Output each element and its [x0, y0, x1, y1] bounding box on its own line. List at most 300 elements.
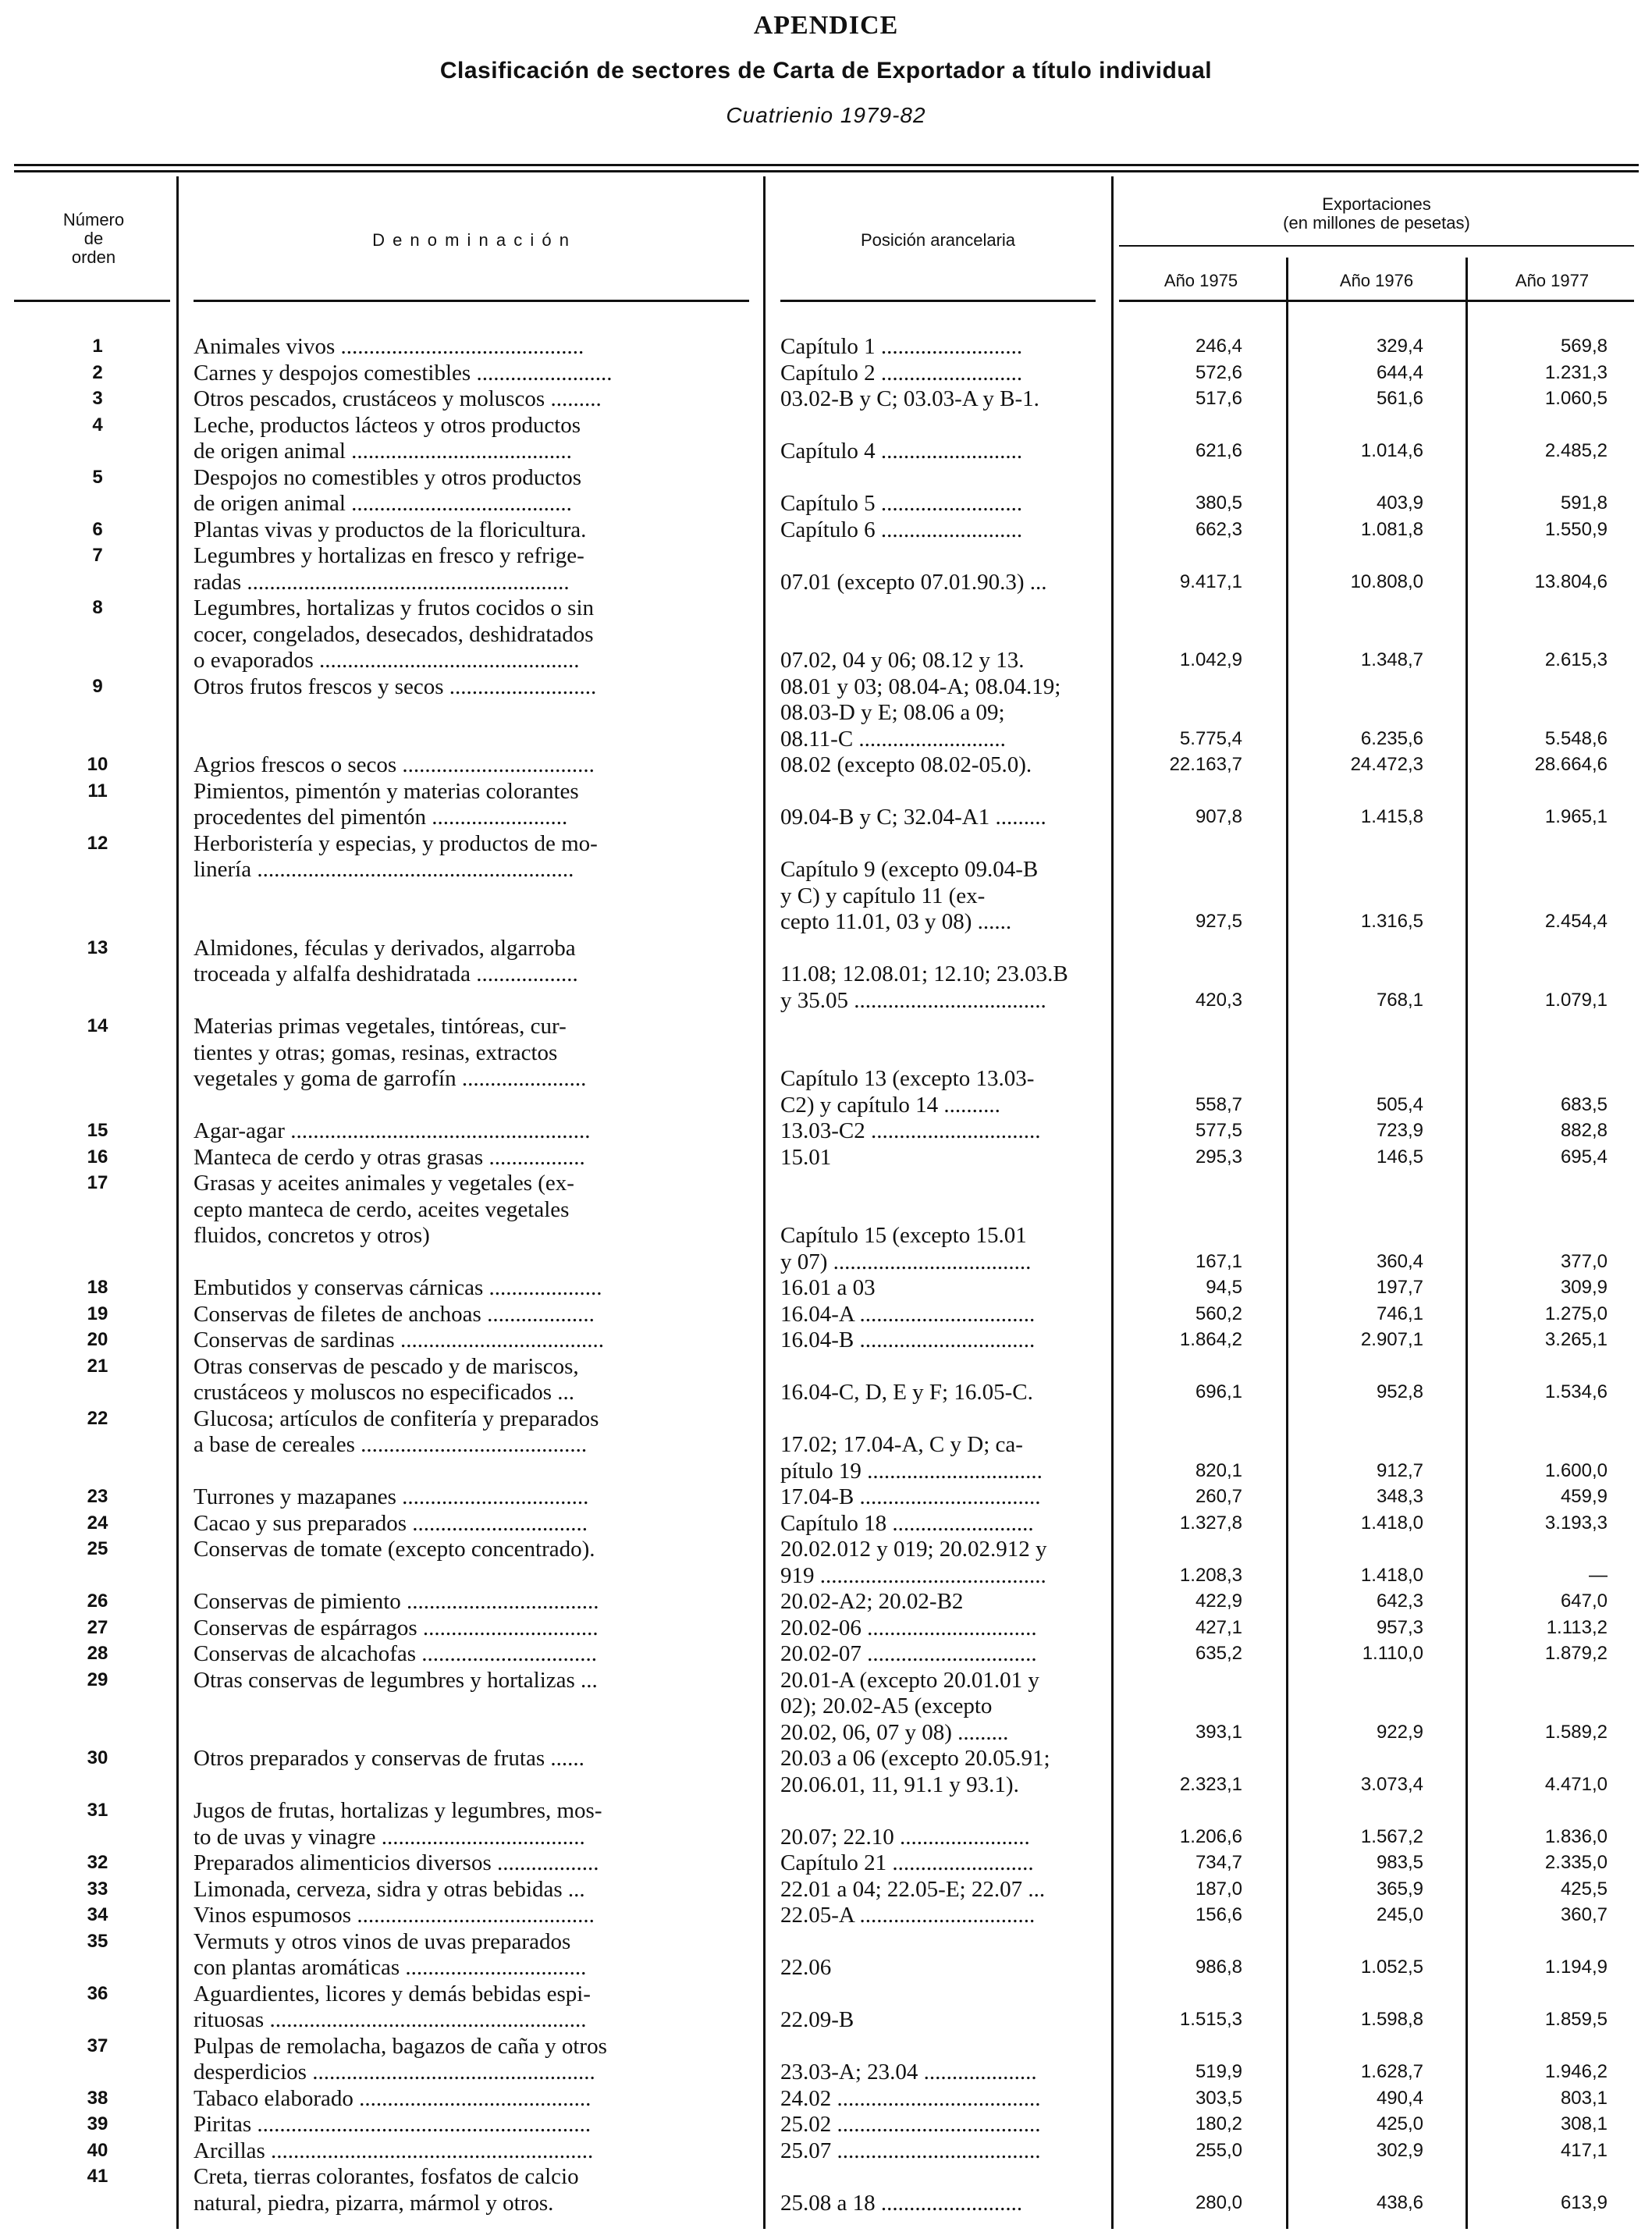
row-value-1976	[1244, 1797, 1423, 1824]
header-rule-exports	[1119, 245, 1634, 247]
row-denominacion: Otras conservas de legumbres y hortalizas ...	[194, 1667, 598, 1693]
row-number: 5	[92, 466, 103, 488]
row-posicion: Capítulo 9 (excepto 09.04-B	[780, 857, 1039, 882]
row-value-1977: 417,1	[1560, 2139, 1608, 2161]
row-denominacion: Conservas de alcachofas ...............................	[194, 1641, 598, 1666]
row-value-1975	[1063, 1196, 1242, 1223]
row-number	[31, 961, 164, 987]
row-denominacion: Conservas de pimiento ..................................	[194, 1589, 599, 1614]
row-posicion: Capítulo 2 .........................	[780, 360, 1023, 386]
row-value-1977: 360,7	[1560, 1904, 1608, 1925]
row-value-1976: 3.073,4	[1360, 1773, 1423, 1795]
row-denominacion: Leche, productos lácteos y otros productos	[194, 412, 581, 438]
table-row	[0, 1667, 1652, 1694]
row-denominacion	[194, 699, 749, 726]
row-value-1976: 302,9	[1376, 2139, 1423, 2161]
row-value-1977	[1428, 1196, 1608, 1223]
row-posicion: 11.08; 12.08.01; 12.10; 23.03.B	[780, 961, 1068, 986]
row-denominacion: con plantas aromáticas ................................	[194, 1955, 587, 1980]
period-label: Cuatrienio 1979-82	[726, 103, 926, 127]
row-value-1975: 167,1	[1195, 1250, 1242, 1272]
row-denominacion	[194, 1719, 749, 1746]
row-number	[31, 1040, 164, 1066]
row-number	[31, 856, 164, 883]
row-posicion: 24.02 ....................................	[780, 2085, 1041, 2111]
row-value-1977	[1428, 699, 1608, 726]
table-row	[0, 1092, 1652, 1118]
row-number	[31, 1092, 164, 1118]
row-number: 24	[87, 1512, 108, 1534]
row-number	[31, 1196, 164, 1223]
row-value-1977	[1428, 1013, 1608, 1040]
row-posicion: 07.02, 04 y 06; 08.12 y 13.	[780, 648, 1025, 673]
row-denominacion: fluidos, concretos y otros)	[194, 1223, 430, 1248]
row-posicion: 25.02 ....................................	[780, 2112, 1041, 2137]
row-value-1975: 22.163,7	[1169, 754, 1242, 775]
row-value-1975: 94,5	[1206, 1277, 1242, 1298]
row-value-1975	[1063, 1981, 1242, 2007]
row-number: 31	[87, 1800, 108, 1821]
row-value-1976	[1244, 1536, 1423, 1562]
row-value-1977: 1.060,5	[1544, 388, 1608, 409]
row-number	[31, 804, 164, 830]
row-number: 22	[87, 1407, 108, 1429]
row-posicion: y 35.05 ..................................	[780, 987, 1046, 1013]
row-number: 13	[87, 937, 108, 958]
row-denominacion: to de uvas y vinagre ....................................	[194, 1824, 585, 1850]
row-number	[31, 490, 164, 517]
row-denominacion: a base de cereales ........................................	[194, 1432, 588, 1457]
row-posicion: 23.03-A; 23.04 ....................	[780, 2060, 1037, 2085]
row-value-1975	[1063, 2033, 1242, 2060]
table-row	[0, 1065, 1652, 1092]
table-row	[0, 1536, 1652, 1562]
row-number	[31, 883, 164, 909]
table-row	[0, 386, 1652, 412]
row-number: 17	[87, 1172, 108, 1193]
row-number: 26	[87, 1590, 108, 1612]
row-number: 7	[92, 545, 103, 566]
row-value-1976	[1244, 1222, 1423, 1249]
row-number: 14	[87, 1015, 108, 1036]
row-denominacion: natural, piedra, pizarra, mármol y otros.	[194, 2190, 554, 2216]
row-number	[31, 699, 164, 726]
row-value-1977: 1.965,1	[1544, 806, 1608, 827]
table-row	[0, 517, 1652, 543]
row-value-1976	[1244, 1667, 1423, 1694]
row-value-1977: 308,1	[1560, 2113, 1608, 2134]
table-row	[0, 2190, 1652, 2216]
row-value-1975: 558,7	[1195, 1093, 1242, 1115]
row-value-1977: 2.485,2	[1544, 440, 1608, 461]
row-denominacion: Pimientos, pimentón y materias colorantes	[194, 778, 579, 804]
row-value-1977: 3.265,1	[1544, 1329, 1608, 1350]
table-row	[0, 621, 1652, 648]
row-number: 23	[87, 1486, 108, 1507]
table-row	[0, 752, 1652, 778]
row-value-1975: 280,0	[1195, 2191, 1242, 2213]
row-posicion: 08.03-D y E; 08.06 a 09;	[780, 700, 1005, 725]
row-value-1975: 662,3	[1195, 518, 1242, 540]
row-number: 38	[87, 2087, 108, 2109]
row-value-1975	[1063, 1797, 1242, 1824]
table-row	[0, 961, 1652, 987]
row-number: 29	[87, 1669, 108, 1690]
row-value-1976: 348,3	[1376, 1486, 1423, 1507]
row-number: 28	[87, 1643, 108, 1664]
row-posicion: y C) y capítulo 11 (ex-	[780, 883, 986, 908]
table-row	[0, 1902, 1652, 1928]
row-value-1976: 642,3	[1376, 1590, 1423, 1612]
row-number: 41	[87, 2166, 108, 2187]
col-header-posicion: Posición arancelaria	[860, 230, 1016, 250]
row-value-1977	[1428, 542, 1608, 569]
row-value-1977	[1428, 1406, 1608, 1432]
row-number: 27	[87, 1616, 108, 1638]
row-value-1976: 2.907,1	[1360, 1329, 1423, 1350]
row-denominacion: de origen animal .......................................	[194, 439, 572, 464]
row-value-1976	[1244, 699, 1423, 726]
row-denominacion: Aguardientes, licores y demás bebidas espi-	[194, 1981, 591, 2006]
table-row	[0, 1249, 1652, 1275]
row-denominacion	[194, 726, 749, 752]
row-value-1975	[1063, 856, 1242, 883]
row-value-1975: 5.775,4	[1179, 727, 1242, 749]
row-value-1975: 519,9	[1195, 2061, 1242, 2082]
header-rule-pos	[780, 300, 1096, 302]
row-value-1975	[1063, 1222, 1242, 1249]
table-row	[0, 1640, 1652, 1667]
row-number	[31, 1222, 164, 1249]
row-denominacion: Turrones y mazapanes .................................	[194, 1484, 589, 1509]
row-value-1976: 146,5	[1376, 1146, 1423, 1168]
col-header-denominacion: D e n o m i n a c i ó n	[372, 230, 570, 250]
table-row	[0, 2059, 1652, 2085]
table-row	[0, 1772, 1652, 1798]
row-value-1975: 907,8	[1195, 806, 1242, 827]
row-posicion	[780, 621, 1102, 648]
row-denominacion: Vinos espumosos ..........................................	[194, 1903, 595, 1928]
row-number: 6	[92, 518, 103, 540]
row-value-1976: 561,6	[1376, 388, 1423, 409]
row-number	[31, 908, 164, 935]
row-value-1975: 560,2	[1195, 1303, 1242, 1324]
row-value-1975	[1063, 778, 1242, 805]
row-posicion: 08.02 (excepto 08.02-05.0).	[780, 752, 1032, 777]
row-denominacion: Otras conservas de pescado y de mariscos,	[194, 1353, 579, 1379]
col-header-exportaciones: Exportaciones (en millones de pesetas)	[1283, 194, 1470, 233]
row-number	[31, 1249, 164, 1275]
row-number: 10	[87, 754, 108, 775]
row-value-1975: 303,5	[1195, 2087, 1242, 2109]
row-posicion	[780, 1981, 1102, 2007]
row-value-1976	[1244, 1040, 1423, 1066]
row-denominacion	[194, 1562, 749, 1589]
row-value-1975: 1.206,6	[1179, 1825, 1242, 1847]
row-value-1977: 647,0	[1560, 1590, 1608, 1612]
row-denominacion: Legumbres, hortalizas y frutos cocidos o sin	[194, 595, 595, 620]
row-value-1976	[1244, 1170, 1423, 1196]
row-value-1976: 505,4	[1376, 1093, 1423, 1115]
row-number: 1	[92, 336, 103, 357]
table-row	[0, 1431, 1652, 1458]
row-posicion	[780, 830, 1102, 857]
row-number: 11	[87, 780, 108, 801]
row-value-1975	[1063, 1431, 1242, 1458]
table-row	[0, 1484, 1652, 1510]
row-value-1975: 427,1	[1195, 1616, 1242, 1638]
row-number	[31, 1772, 164, 1798]
row-posicion: 16.01 a 03	[780, 1275, 876, 1300]
table-row	[0, 412, 1652, 439]
row-value-1976	[1244, 1406, 1423, 1432]
row-posicion	[780, 1928, 1102, 1955]
table-row	[0, 1196, 1652, 1223]
row-value-1975	[1063, 935, 1242, 961]
row-value-1976: 1.014,6	[1360, 440, 1423, 461]
row-number	[31, 1824, 164, 1850]
table-row	[0, 856, 1652, 883]
row-value-1976: 983,5	[1376, 1852, 1423, 1873]
row-denominacion: Pulpas de remolacha, bagazos de caña y otros	[194, 2033, 607, 2059]
row-value-1977: 1.589,2	[1544, 1721, 1608, 1743]
row-posicion: 20.01-A (excepto 20.01.01 y	[780, 1667, 1039, 1693]
row-posicion	[780, 935, 1102, 961]
row-value-1977	[1428, 1928, 1608, 1955]
row-value-1975	[1063, 464, 1242, 491]
row-value-1977	[1428, 1797, 1608, 1824]
row-denominacion: Jugos de frutas, hortalizas y legumbres, mos-	[194, 1798, 602, 1823]
table-row	[0, 674, 1652, 700]
row-denominacion: Limonada, cerveza, sidra y otras bebidas ...	[194, 1876, 585, 1902]
row-number: 19	[87, 1303, 108, 1324]
table-row	[0, 1954, 1652, 1981]
page-subtitle: Clasificación de sectores de Carta de Exportador a título individual	[439, 58, 1213, 84]
row-number: 18	[87, 1277, 108, 1298]
row-value-1976	[1244, 1353, 1423, 1380]
table-row	[0, 699, 1652, 726]
row-value-1976: 1.415,8	[1360, 806, 1423, 827]
row-posicion: y 07) ...................................	[780, 1249, 1032, 1274]
row-value-1976: 329,4	[1376, 336, 1423, 357]
row-denominacion: crustáceos y moluscos no especificados ...	[194, 1380, 575, 1405]
row-posicion: 02); 20.02-A5 (excepto	[780, 1694, 993, 1718]
row-value-1975	[1063, 1928, 1242, 1955]
row-value-1976	[1244, 1981, 1423, 2007]
row-value-1977	[1428, 1536, 1608, 1562]
row-denominacion: tientes y otras; gomas, resinas, extractos	[194, 1040, 558, 1065]
row-value-1977	[1428, 1170, 1608, 1196]
table-row	[0, 1876, 1652, 1903]
row-value-1977: 569,8	[1560, 336, 1608, 357]
row-value-1975: 187,0	[1195, 1878, 1242, 1900]
row-number	[31, 569, 164, 595]
table-row	[0, 935, 1652, 961]
table-row	[0, 1406, 1652, 1432]
row-posicion: pítulo 19 ...............................	[780, 1458, 1043, 1484]
table-row	[0, 883, 1652, 909]
row-value-1976	[1244, 961, 1423, 987]
table-row	[0, 1013, 1652, 1040]
row-value-1976	[1244, 412, 1423, 439]
row-value-1975: 1.515,3	[1179, 2009, 1242, 2030]
row-denominacion: Despojos no comestibles y otros productos	[194, 464, 581, 490]
row-value-1975: 2.323,1	[1179, 1773, 1242, 1795]
row-denominacion: Glucosa; artículos de confitería y preparados	[194, 1406, 599, 1431]
row-posicion	[780, 542, 1102, 569]
row-number	[31, 1954, 164, 1981]
row-posicion: 17.04-B ................................	[780, 1484, 1041, 1509]
row-posicion	[780, 1406, 1102, 1432]
row-value-1977	[1428, 674, 1608, 700]
row-posicion: 919 ........................................	[780, 1562, 1046, 1588]
row-posicion: 22.01 a 04; 22.05-E; 22.07 ...	[780, 1876, 1046, 1902]
row-value-1975: 295,3	[1195, 1146, 1242, 1168]
table-row	[0, 1301, 1652, 1327]
row-value-1977	[1428, 621, 1608, 648]
row-denominacion: Grasas y aceites animales y vegetales (ex-	[194, 1171, 574, 1196]
row-value-1975	[1063, 1040, 1242, 1066]
row-value-1976: 952,8	[1376, 1381, 1423, 1402]
table-row	[0, 1719, 1652, 1746]
row-denominacion	[194, 883, 749, 909]
row-posicion: 16.04-B ...............................	[780, 1327, 1036, 1352]
row-number	[31, 647, 164, 674]
row-posicion: 25.07 ....................................	[780, 2138, 1041, 2163]
row-posicion: 16.04-C, D, E y F; 16.05-C.	[780, 1380, 1033, 1405]
row-value-1975: 986,8	[1195, 1957, 1242, 1978]
row-number: 12	[87, 832, 108, 854]
top-rule	[14, 164, 1639, 166]
row-value-1977	[1428, 1981, 1608, 2007]
row-posicion	[780, 1040, 1102, 1066]
row-value-1977: 591,8	[1560, 492, 1608, 514]
row-value-1976: 746,1	[1376, 1303, 1423, 1324]
row-number	[31, 621, 164, 648]
row-value-1976: 24.472,3	[1350, 754, 1423, 775]
row-value-1975	[1063, 1013, 1242, 1040]
row-value-1977	[1428, 856, 1608, 883]
row-number	[31, 1065, 164, 1092]
row-value-1977: 1.550,9	[1544, 518, 1608, 540]
row-value-1977: 5.548,6	[1544, 727, 1608, 749]
row-value-1976	[1244, 542, 1423, 569]
row-posicion: 20.02.012 y 019; 20.02.912 y	[780, 1537, 1047, 1562]
table-row	[0, 1797, 1652, 1824]
row-number	[31, 2059, 164, 2085]
row-posicion: 20.02, 06, 07 y 08) .........	[780, 1719, 1009, 1745]
row-value-1977	[1428, 1040, 1608, 1066]
row-denominacion	[194, 908, 749, 935]
row-value-1976: 438,6	[1376, 2191, 1423, 2213]
row-denominacion: vegetales y goma de garrofín ......................	[194, 1066, 587, 1091]
table-row	[0, 1379, 1652, 1406]
row-denominacion: Vermuts y otros vinos de uvas preparados	[194, 1928, 571, 1954]
row-value-1975: 635,2	[1195, 1643, 1242, 1664]
row-number	[31, 2190, 164, 2216]
table-row	[0, 1353, 1652, 1380]
row-value-1976	[1244, 1745, 1423, 1772]
row-value-1977: 1.231,3	[1544, 361, 1608, 383]
row-posicion	[780, 1797, 1102, 1824]
header-rule-den	[194, 300, 749, 302]
row-posicion	[780, 2033, 1102, 2060]
row-value-1977	[1428, 935, 1608, 961]
row-value-1975: 246,4	[1195, 336, 1242, 357]
table-row	[0, 1327, 1652, 1353]
row-number: 20	[87, 1329, 108, 1350]
row-value-1975: 820,1	[1195, 1459, 1242, 1481]
row-value-1977	[1428, 1353, 1608, 1380]
row-denominacion: Almidones, féculas y derivados, algarroba	[194, 935, 576, 961]
top-rule-2	[14, 170, 1639, 172]
row-number	[31, 1431, 164, 1458]
row-value-1977: 28.664,6	[1534, 754, 1608, 775]
row-number: 8	[92, 597, 103, 618]
col-header-numero: Número de orden	[62, 210, 125, 267]
row-denominacion: Preparados alimenticios diversos ..................	[194, 1850, 599, 1875]
row-posicion	[780, 1170, 1102, 1196]
row-value-1976: 197,7	[1376, 1277, 1423, 1298]
row-value-1976: 490,4	[1376, 2087, 1423, 2109]
row-value-1975	[1063, 1065, 1242, 1092]
row-denominacion: Herboristería y especias, y productos de mo-	[194, 830, 598, 856]
row-number	[31, 1719, 164, 1746]
row-number	[31, 2006, 164, 2033]
row-denominacion: Agrios frescos o secos ..................................	[194, 752, 595, 777]
table-row	[0, 490, 1652, 517]
row-number	[31, 1693, 164, 1719]
table-row	[0, 595, 1652, 621]
row-denominacion: cocer, congelados, desecados, deshidratados	[194, 621, 594, 647]
row-denominacion: Manteca de cerdo y otras grasas .................	[194, 1144, 585, 1170]
row-number: 21	[87, 1355, 108, 1377]
row-value-1975: 577,5	[1195, 1120, 1242, 1141]
row-value-1975: 380,5	[1195, 492, 1242, 514]
row-value-1977: 695,4	[1560, 1146, 1608, 1168]
row-value-1976	[1244, 856, 1423, 883]
row-value-1976: 245,0	[1376, 1904, 1423, 1925]
row-value-1977: 1.275,0	[1544, 1303, 1608, 1324]
row-value-1976: 1.081,8	[1360, 518, 1423, 540]
row-value-1975	[1063, 2163, 1242, 2190]
row-number: 3	[92, 388, 103, 409]
row-value-1977: 459,9	[1560, 1486, 1608, 1507]
row-posicion: 09.04-B y C; 32.04-A1 .........	[780, 805, 1046, 830]
row-value-1976	[1244, 595, 1423, 621]
row-value-1977	[1428, 1065, 1608, 1092]
row-value-1975	[1063, 1667, 1242, 1694]
row-denominacion: procedentes del pimentón ........................	[194, 805, 568, 830]
table-row	[0, 464, 1652, 491]
col-header-1977: Año 1977	[1515, 271, 1590, 290]
row-denominacion: o evaporados ..............................................	[194, 648, 580, 673]
row-value-1976: 6.235,6	[1360, 727, 1423, 749]
row-number: 36	[87, 1982, 108, 2004]
table-row	[0, 1458, 1652, 1484]
row-number: 32	[87, 1852, 108, 1873]
row-posicion: 17.02; 17.04-A, C y D; ca-	[780, 1432, 1023, 1457]
table-row	[0, 2163, 1652, 2190]
table-row	[0, 804, 1652, 830]
row-value-1975: 420,3	[1195, 989, 1242, 1011]
row-denominacion: Otros preparados y conservas de frutas ......	[194, 1746, 584, 1771]
row-value-1976: 1.110,0	[1362, 1643, 1423, 1664]
row-value-1975	[1063, 542, 1242, 569]
row-value-1977: 309,9	[1560, 1277, 1608, 1298]
col-header-1976: Año 1976	[1339, 271, 1414, 290]
row-value-1976	[1244, 935, 1423, 961]
